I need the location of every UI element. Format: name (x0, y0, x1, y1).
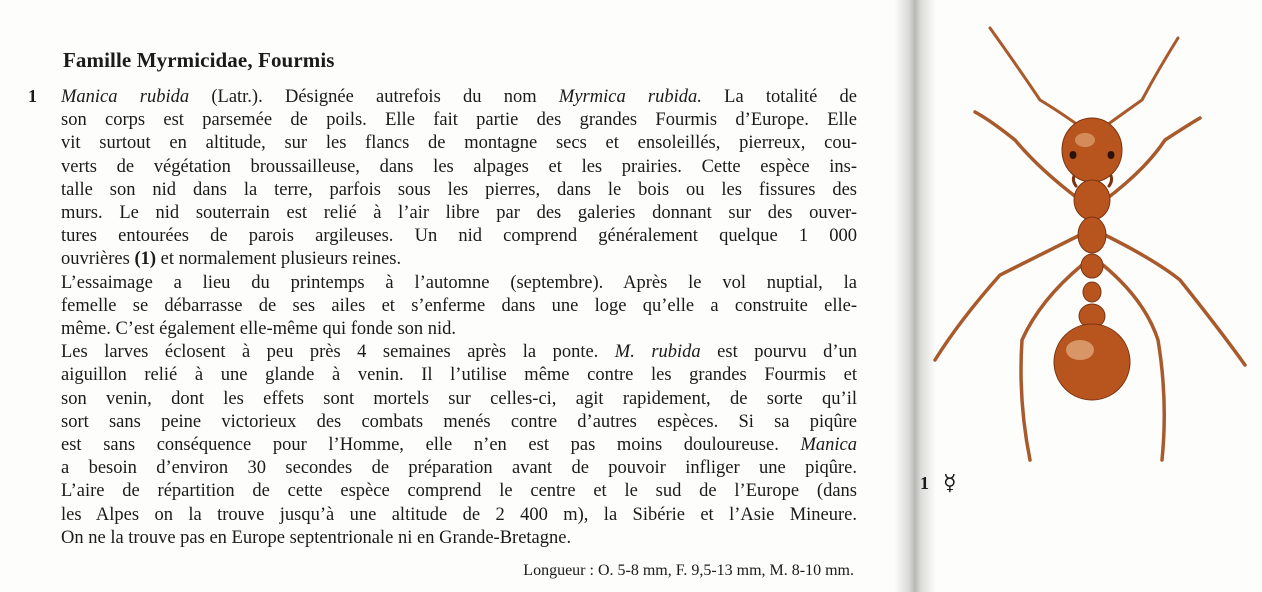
text-run: (Latr.). Désignée autrefois du nom (189, 87, 559, 107)
text-run: son corps est parsemée de poils. Elle fait partie des grandes Fourmis d’Europe. Elle (61, 110, 857, 131)
text-line (61, 225, 857, 248)
ant-head (1062, 118, 1122, 182)
text-line (61, 504, 857, 527)
text-run: talle son nid dans la terre, parfois sous les pierres, dans le bois ou les fissures des (61, 179, 857, 200)
bold-text: (1) (134, 249, 157, 270)
text-run: murs. Le nid souterrain est relié à l’air libre par des galeries donnant sur des ouver- (61, 203, 857, 224)
entry-body-text (61, 86, 857, 550)
text-line (61, 132, 857, 155)
text-run: On ne la trouve pas en Europe septentrionale ni en Grande-Bretagne. (61, 527, 572, 548)
text-run: L’aire de répartition de cette espèce comprend le centre et le sud de l’Europe (dans (61, 481, 857, 502)
text-line (61, 388, 857, 411)
antenna-left (990, 28, 1085, 130)
text-run: tures entourées de parois argileuses. Un nid comprend généralement quelque 1 000 (61, 226, 857, 247)
text-line (61, 202, 857, 225)
italic-text: Myrmica rubida. (558, 87, 702, 107)
italic-text: Manica (800, 435, 857, 456)
text-run: les Alpes on la trouve jusqu’à une altitude de 2 400 m), la Sibérie et l’Asie Mineure. (61, 504, 857, 525)
book-gutter (895, 0, 935, 592)
ant-thorax-mid (1078, 217, 1106, 253)
text-line (61, 248, 857, 271)
text-run: Les larves éclosent à peu près 4 semaines après la ponte. (61, 342, 615, 363)
text-line (61, 156, 857, 179)
text-run: aiguillon relié à une glande à venin. Il l’utilise même contre les grandes Fourmis et (61, 365, 857, 386)
text-run: est sans conséquence pour l’Homme, elle n’en est pas moins douloureuse. (61, 435, 801, 456)
text-line (61, 295, 857, 318)
text-line (61, 86, 857, 109)
text-line (61, 272, 857, 295)
entry-number: 1 (28, 86, 37, 106)
text-line (61, 434, 857, 457)
text-line (61, 411, 857, 434)
text-line (61, 527, 857, 550)
figure-number: 1 (920, 473, 929, 493)
gaster-highlight (1066, 340, 1094, 360)
text-run: femelle se débarrasse de ses ailes et s’enferme dans une loge qu’elle a construite elle- (61, 295, 857, 316)
text-line (61, 457, 857, 480)
text-line (61, 179, 857, 202)
ant-illustration-icon (930, 20, 1255, 480)
eye-right (1108, 151, 1115, 159)
ant-thorax-front (1074, 180, 1110, 220)
ant-gaster (1054, 324, 1130, 400)
ant-thorax-rear (1081, 254, 1103, 278)
middle-leg-left (935, 235, 1080, 360)
antenna-right (1100, 38, 1178, 130)
text-run: est pourvu d’un (700, 342, 858, 363)
text-run: L’essaimage a lieu du printemps à l’automne (septembre). Après le vol nuptial, la (61, 272, 857, 293)
worker-caste-symbol: ☿ (943, 470, 957, 495)
italic-text: Manica rubida (61, 87, 190, 107)
eye-left (1070, 151, 1077, 159)
text-line (61, 364, 857, 387)
italic-text: M. rubida (614, 342, 701, 363)
text-line (61, 480, 857, 503)
text-run: vit surtout en altitude, sur les flancs de montagne secs et ensoleillés, pierreux, cou- (61, 133, 857, 154)
head-highlight (1075, 133, 1095, 147)
text-run: son venin, dont les effets sont mortels sur celles-ci, agit rapidement, de sorte qu’il (61, 388, 857, 409)
text-line (61, 109, 857, 132)
text-run: a besoin d’environ 30 secondes de préparation avant de pouvoir infliger une piqûre. (61, 458, 857, 479)
text-run: verts de végétation broussailleuse, dans les alpages et les prairies. Cette espèce ins- (61, 156, 857, 177)
text-run: même. C’est également elle-même qui fonde son nid. (61, 319, 457, 340)
text-run: ouvrières (61, 249, 135, 270)
text-line (61, 341, 857, 364)
measurements-line: Longueur : O. 5-8 mm, F. 9,5-13 mm, M. 8-10 mm. (523, 562, 854, 579)
text-run: et normalement plusieurs reines. (156, 249, 402, 270)
ant-petiole (1083, 282, 1101, 302)
section-heading: Famille Myrmicidae, Fourmis (63, 48, 335, 72)
text-run: La totalité de (701, 87, 857, 107)
text-line (61, 318, 857, 341)
text-run: sort sans peine victorieux des combats menés contre d’autres espèces. Si sa piqûre (61, 411, 857, 432)
